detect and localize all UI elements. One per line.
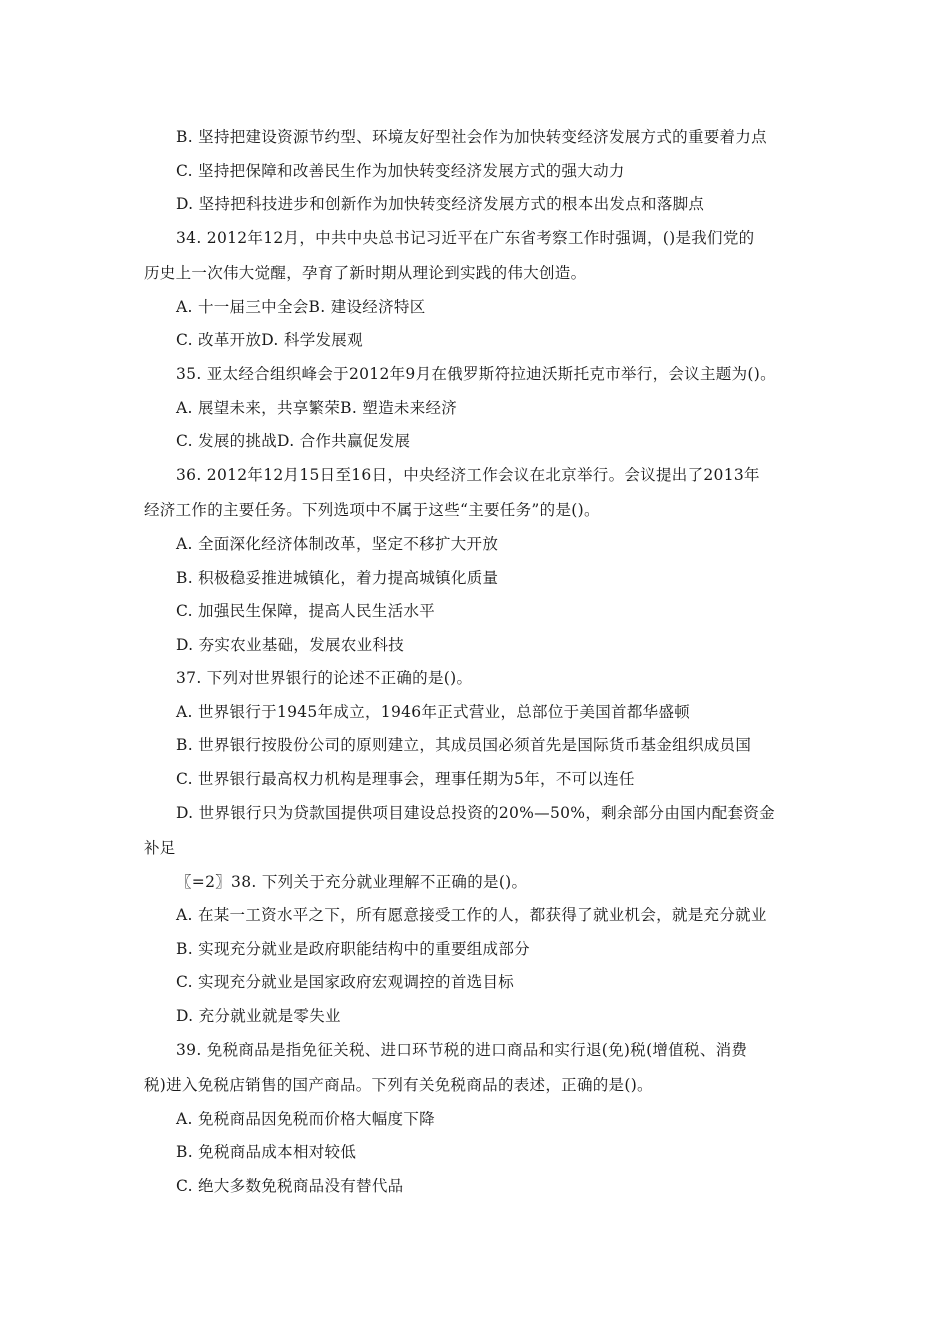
q39-option-b: B. 免税商品成本相对较低 xyxy=(176,1143,357,1161)
q36-stem: 36. 2012年12月15日至16日，中央经济工作会议在北京举行。会议提出了2013年 xyxy=(176,466,760,484)
q33-option-b: B. 坚持把建设资源节约型、环境友好型社会作为加快转变经济发展方式的重要着力点 xyxy=(176,128,767,146)
q37-option-d-cont: 补足 xyxy=(144,839,176,857)
q33-option-d: D. 坚持把科技进步和创新作为加快转变经济发展方式的根本出发点和落脚点 xyxy=(176,195,705,213)
q39-stem-cont: 税)进入免税店销售的国产商品。下列有关免税商品的表述，正确的是()。 xyxy=(144,1076,653,1094)
q39-option-c: C. 绝大多数免税商品没有替代品 xyxy=(176,1177,404,1195)
q33-option-c: C. 坚持把保障和改善民生作为加快转变经济发展方式的强大动力 xyxy=(176,162,625,180)
q37-option-a: A. 世界银行于1945年成立，1946年正式营业，总部位于美国首都华盛顿 xyxy=(176,703,691,721)
q34-option-cd: C. 改革开放D. 科学发展观 xyxy=(176,331,363,349)
q38-option-b: B. 实现充分就业是政府职能结构中的重要组成部分 xyxy=(176,940,530,958)
q37-option-d: D. 世界银行只为贷款国提供项目建设总投资的20%—50%，剩余部分由国内配套资金 xyxy=(176,804,775,822)
q37-option-c: C. 世界银行最高权力机构是理事会，理事任期为5年，不可以连任 xyxy=(176,770,635,788)
q38-option-a: A. 在某一工资水平之下，所有愿意接受工作的人，都获得了就业机会，就是充分就业 xyxy=(176,906,767,924)
q34-option-ab: A. 十一届三中全会B. 建设经济特区 xyxy=(176,298,426,316)
q36-option-c: C. 加强民生保障，提高人民生活水平 xyxy=(176,602,436,620)
q37-option-b: B. 世界银行按股份公司的原则建立，其成员国必须首先是国际货币基金组织成员国 xyxy=(176,736,752,754)
q39-stem: 39. 免税商品是指免征关税、进口环节税的进口商品和实行退(免)税(增值税、消费 xyxy=(176,1041,748,1059)
q36-stem-cont: 经济工作的主要任务。下列选项中不属于这些“主要任务”的是()。 xyxy=(144,501,600,519)
q38-stem: 〖=2〗38. 下列关于充分就业理解不正确的是()。 xyxy=(176,873,528,891)
q38-option-c: C. 实现充分就业是国家政府宏观调控的首选目标 xyxy=(176,973,515,991)
q34-stem: 34. 2012年12月，中共中央总书记习近平在广东省考察工作时强调，()是我们党的 xyxy=(176,229,755,247)
q35-stem: 35. 亚太经合组织峰会于2012年9月在俄罗斯符拉迪沃斯托克市举行，会议主题为()。 xyxy=(176,365,776,383)
q36-option-d: D. 夯实农业基础，发展农业科技 xyxy=(176,636,405,654)
q37-stem: 37. 下列对世界银行的论述不正确的是()。 xyxy=(176,669,473,687)
q35-option-cd: C. 发展的挑战D. 合作共赢促发展 xyxy=(176,432,411,450)
q38-option-d: D. 充分就业就是零失业 xyxy=(176,1007,341,1025)
q36-option-a: A. 全面深化经济体制改革，坚定不移扩大开放 xyxy=(176,535,499,553)
q34-stem-cont: 历史上一次伟大觉醒，孕育了新时期从理论到实践的伟大创造。 xyxy=(144,264,587,282)
q39-option-a: A. 免税商品因免税而价格大幅度下降 xyxy=(176,1110,435,1128)
q35-option-ab: A. 展望未来，共享繁荣B. 塑造未来经济 xyxy=(176,399,458,417)
q36-option-b: B. 积极稳妥推进城镇化，着力提高城镇化质量 xyxy=(176,569,499,587)
